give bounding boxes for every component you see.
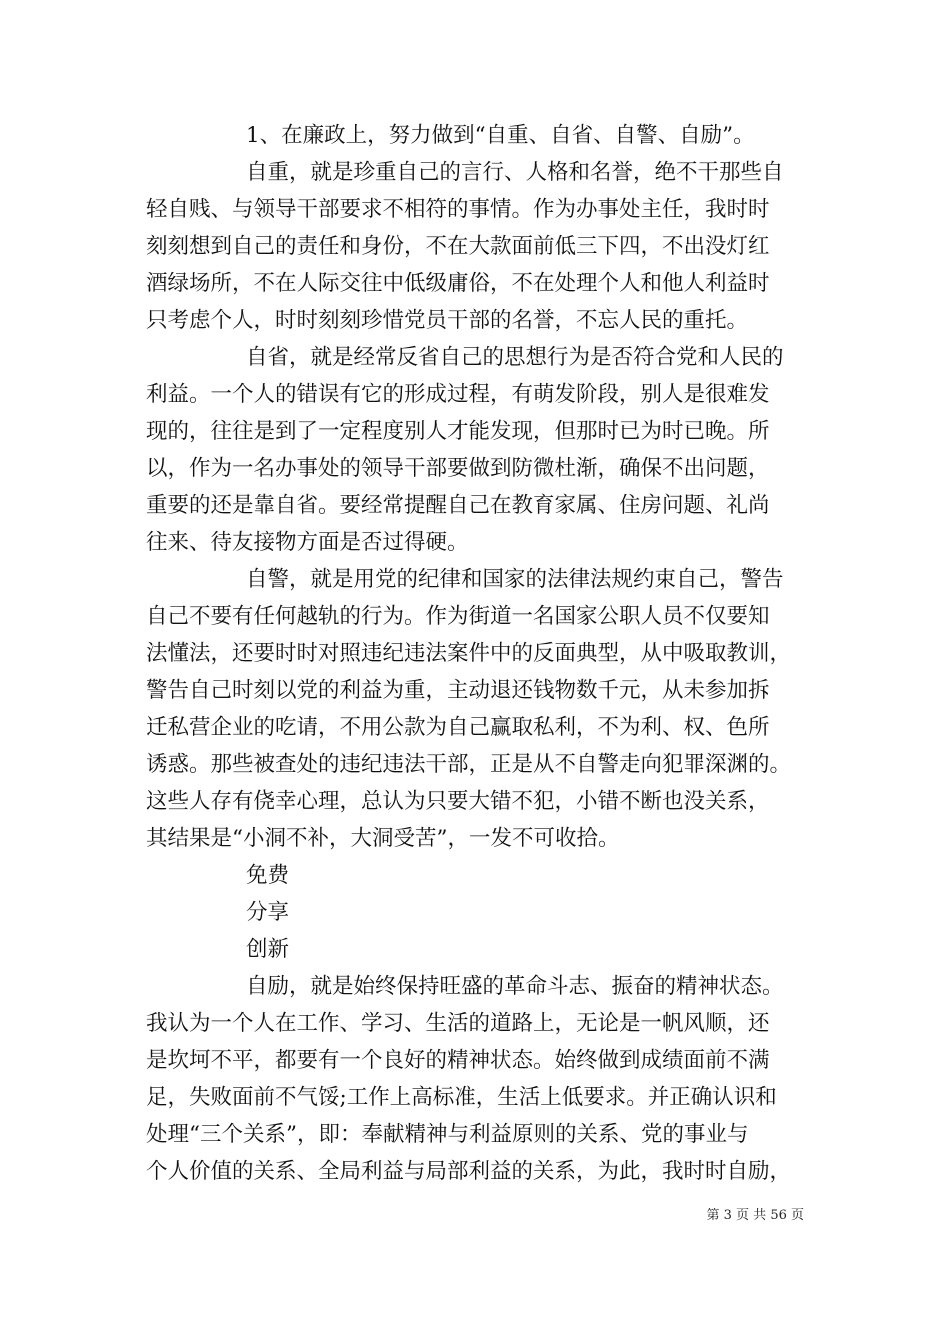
text-line: 其结果是“小洞不补，大洞受苦”，一发不可收拾。	[146, 826, 620, 851]
text-line: 分享	[246, 900, 290, 925]
text-line: 警告自己时刻以党的利益为重，主动退还钱物数千元，从未参加拆	[146, 678, 770, 703]
page-number: 第 3 页 共 56 页	[706, 1208, 804, 1223]
text-line: 1、在廉政上，努力做到“自重、自省、自警、自励”。	[246, 123, 755, 148]
text-line: 诱惑。那些被查处的违纪违法干部，正是从不自警走向犯罪深渊的。	[146, 752, 792, 777]
text-line: 个人价值的关系、全局利益与局部利益的关系，为此，我时时自励，	[146, 1159, 792, 1184]
page-footer	[0, 1208, 950, 1224]
text-line: 迁私营企业的吃请，不用公款为自己赢取私利，不为利、权、色所	[146, 715, 770, 740]
text-line: 以，作为一名办事处的领导干部要做到防微杜渐，确保不出问题，	[146, 456, 770, 481]
text-line: 是坎坷不平，都要有一个良好的精神状态。始终做到成绩面前不满	[146, 1048, 770, 1073]
text-line: 这些人存有侥幸心理，总认为只要大错不犯，小错不断也没关系，	[146, 789, 770, 814]
text-line: 自省，就是经常反省自己的思想行为是否符合党和人民的	[246, 345, 784, 370]
text-line: 我认为一个人在工作、学习、生活的道路上，无论是一帆风顺，还	[146, 1011, 770, 1036]
text-line: 利益。一个人的错误有它的形成过程，有萌发阶段，别人是很难发	[146, 382, 770, 407]
text-line: 自警，就是用党的纪律和国家的法律法规约束自己，警告	[246, 567, 784, 592]
text-line: 现的，往往是到了一定程度别人才能发现，但那时已为时已晚。所	[146, 419, 770, 444]
text-line: 处理“三个关系”，即：奉献精神与利益原则的关系、党的事业与	[146, 1122, 749, 1147]
text-line: 刻刻想到自己的责任和身份，不在大款面前低三下四，不出没灯红	[146, 234, 770, 259]
text-line: 只考虑个人，时时刻刻珍惜党员干部的名誉，不忘人民的重托。	[146, 308, 749, 333]
text-line: 轻自贱、与领导干部要求不相符的事情。作为办事处主任，我时时	[146, 197, 770, 222]
text-line: 往来、待友接物方面是否过得硬。	[146, 530, 469, 555]
text-line: 自己不要有任何越轨的行为。作为街道一名国家公职人员不仅要知	[146, 604, 770, 629]
text-line: 酒绿场所，不在人际交往中低级庸俗，不在处理个人和他人利益时	[146, 271, 770, 296]
text-line: 自励，就是始终保持旺盛的革命斗志、振奋的精神状态。	[246, 974, 784, 999]
text-line: 足，失败面前不气馁;工作上高标准，生活上低要求。并正确认识和	[146, 1085, 777, 1110]
text-line: 自重，就是珍重自己的言行、人格和名誉，绝不干那些自	[246, 160, 784, 185]
text-line: 法懂法，还要时时对照违纪违法案件中的反面典型，从中吸取教训，	[146, 641, 792, 666]
text-line: 免费	[246, 863, 290, 888]
text-line: 创新	[246, 937, 290, 962]
text-line: 重要的还是靠自省。要经常提醒自己在教育家属、住房问题、礼尚	[146, 493, 770, 518]
